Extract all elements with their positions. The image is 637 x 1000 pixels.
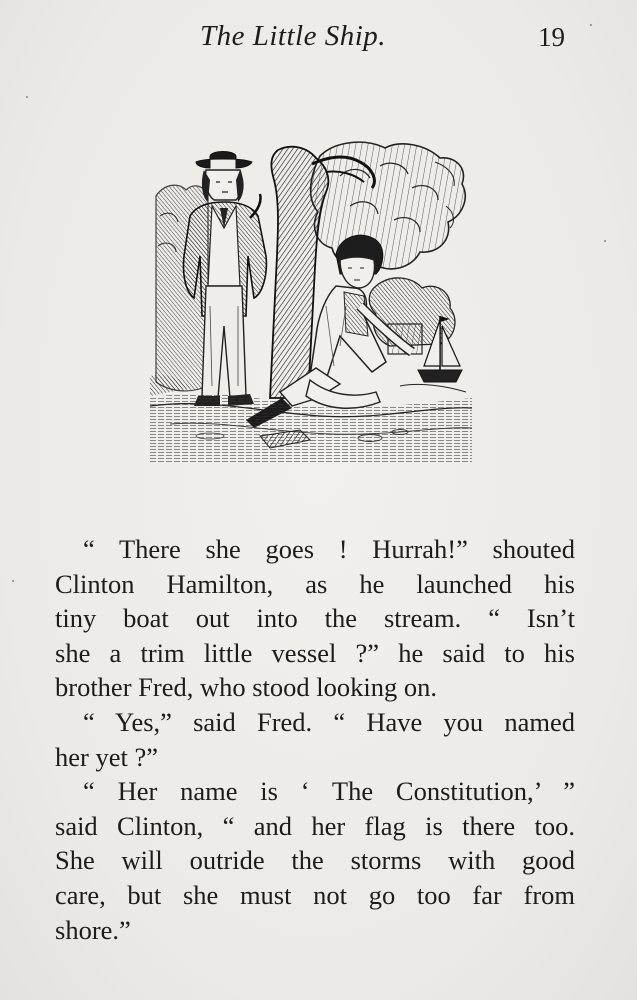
text-line: said Clinton, “ and her flag is there too. bbox=[55, 810, 575, 841]
text-line: tiny boat out into the stream. “ Isn’t bbox=[55, 603, 575, 634]
text-line: Clinton Hamilton, as he launched his bbox=[55, 568, 575, 599]
running-head bbox=[0, 20, 637, 56]
paper-speck bbox=[12, 580, 14, 582]
running-title: The Little Ship. bbox=[200, 20, 387, 52]
text-line: shore.” bbox=[55, 914, 131, 945]
paragraph-2 bbox=[55, 705, 575, 774]
paper-speck bbox=[26, 96, 28, 98]
story-text bbox=[55, 532, 575, 947]
page-number: 19 bbox=[538, 22, 565, 52]
text-line: brother Fred, who stood looking on. bbox=[55, 672, 438, 703]
text-line: she a trim little vessel ?” he said to his bbox=[55, 637, 575, 668]
engraving-illustration bbox=[150, 136, 472, 462]
text-line: care, but she must not go too far from bbox=[55, 879, 575, 910]
text-line: She will outride the storms with good bbox=[55, 845, 575, 876]
text-line: “ Her name is ‘ The Constitution,’ ” bbox=[83, 776, 575, 807]
tree-foliage bbox=[311, 142, 466, 269]
paragraph-1 bbox=[55, 532, 575, 705]
paragraph-3 bbox=[55, 774, 575, 947]
text-line: “ There she goes ! Hurrah!” shouted bbox=[83, 534, 575, 564]
engraving-two-boys-toy-ship-icon bbox=[150, 136, 472, 462]
paper-speck bbox=[604, 240, 606, 242]
text-line: her yet ?” bbox=[55, 741, 158, 772]
text-line: “ Yes,” said Fred. “ Have you named bbox=[83, 706, 575, 737]
